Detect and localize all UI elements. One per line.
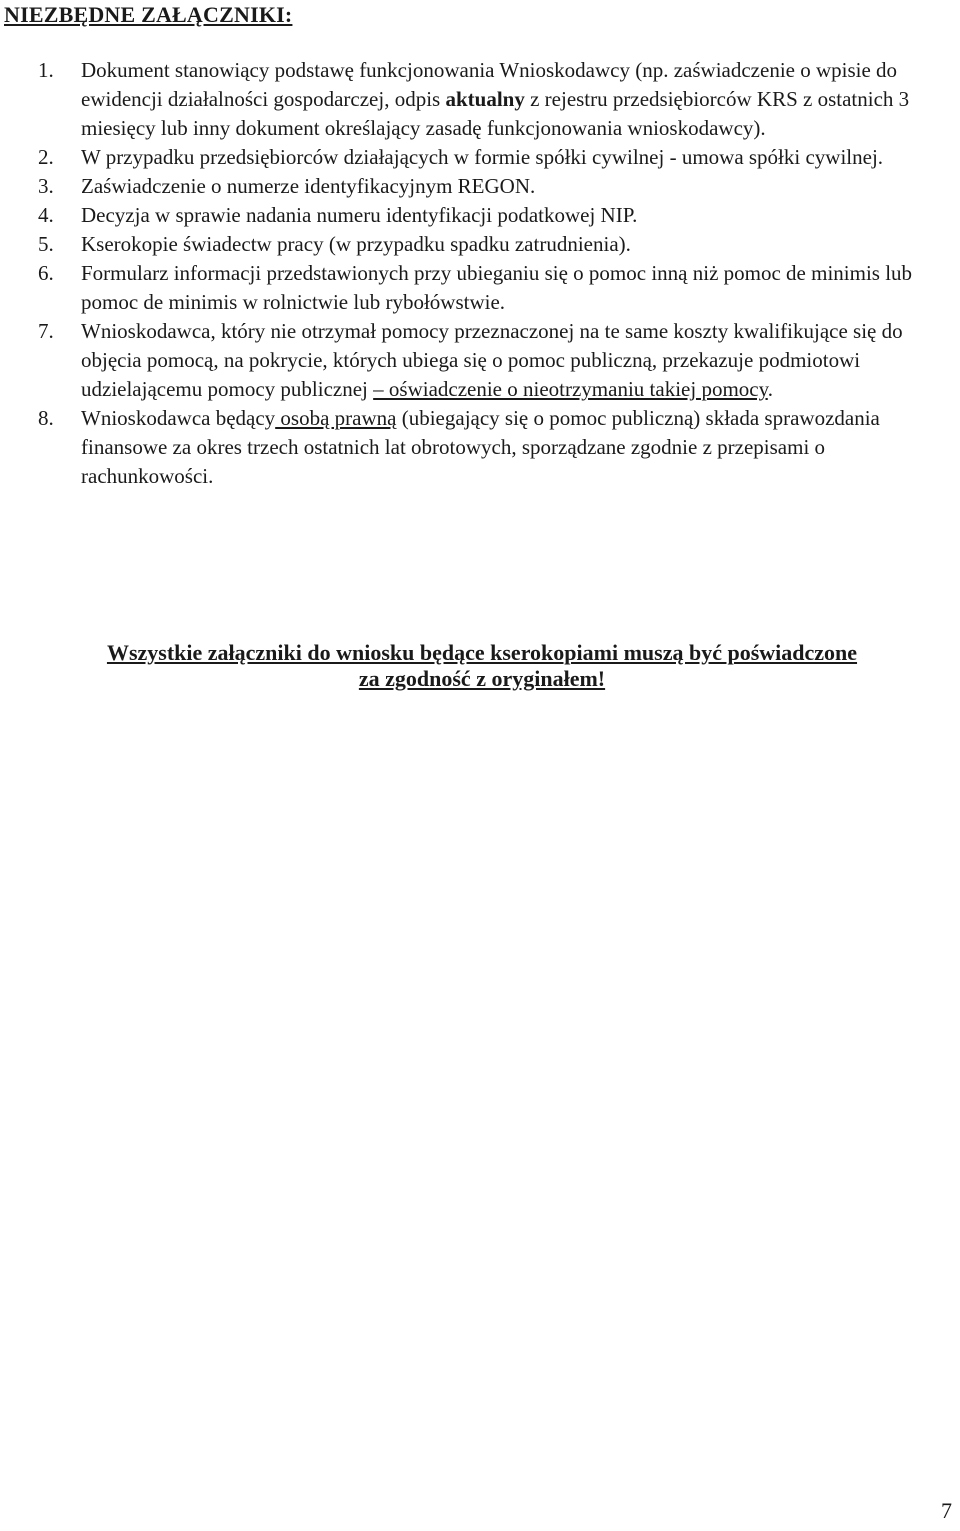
list-item — [38, 56, 950, 143]
list-item — [38, 259, 950, 317]
list-item — [38, 201, 950, 230]
item-text: W przypadku przedsiębiorców działających w formie spółki cywilnej - umowa spółki cywilnej. — [81, 145, 884, 169]
page-number: 7 — [941, 1498, 952, 1523]
list-item — [38, 317, 950, 404]
notice-line-1: Wszystkie załączniki do wniosku będące kserokopiami muszą być poświadczone — [106, 640, 858, 665]
item-number: 2. — [38, 145, 54, 169]
notice-line-2: za zgodność z oryginałem! — [358, 666, 606, 691]
item-number: 1. — [38, 58, 54, 82]
item-text: Decyzja w sprawie nadania numeru identyfikacji podatkowej NIP. — [81, 203, 638, 227]
item-text: Dokument stanowiący podstawę funkcjonowania Wnioskodawcy (np. zaświadczenie o wpisie do ewidencji działalności gospodarczej, odpis aktualny z rejestru przedsiębiorców KRS z ostatnich 3 miesięcy lub inny dokument określający zasadę funkcjonowania wnioskodawcy). — [81, 58, 910, 140]
item-number: 5. — [38, 232, 54, 256]
item-text: Wnioskodawca, który nie otrzymał pomocy przeznaczonej na te same koszty kwalifikujące się do objęcia pomocą, na pokrycie, których ubiega się o pomoc publiczną, przekazuje podmiotowi udzielającemu pomocy publicznej – oświadczenie o nieotrzymaniu takiej pomocy. — [81, 319, 903, 401]
list-item — [38, 230, 950, 259]
item-underlined-text: – oświadczenie o nieotrzymaniu takiej pomocy — [373, 377, 768, 401]
item-underlined-text: osobą prawną — [275, 406, 397, 430]
item-number: 3. — [38, 174, 54, 198]
list-item — [38, 404, 950, 491]
item-number: 4. — [38, 203, 54, 227]
list-item — [38, 172, 950, 201]
item-bold-text: aktualny — [445, 87, 525, 111]
item-number: 7. — [38, 319, 54, 343]
item-text: Wnioskodawca będący osobą prawną (ubiegający się o pomoc publiczną) składa sprawozdania finansowe za okres trzech ostatnich lat obrotowych, sporządzane zgodnie z przepisami o rachunkowości. — [81, 406, 880, 488]
item-text: Zaświadczenie o numerze identyfikacyjnym REGON. — [81, 174, 536, 198]
item-text: Formularz informacji przedstawionych przy ubieganiu się o pomoc inną niż pomoc de minimis lub pomoc de minimis w rolnictwie lub rybołówstwie. — [81, 261, 913, 314]
item-number: 6. — [38, 261, 54, 285]
certification-notice — [40, 640, 924, 692]
list-item — [38, 143, 950, 172]
item-text: Kserokopie świadectw pracy (w przypadku spadku zatrudnienia). — [81, 232, 631, 256]
attachments-list — [38, 56, 950, 491]
page-heading: NIEZBĘDNE ZAŁĄCZNIKI: — [4, 2, 293, 27]
item-number: 8. — [38, 406, 54, 430]
